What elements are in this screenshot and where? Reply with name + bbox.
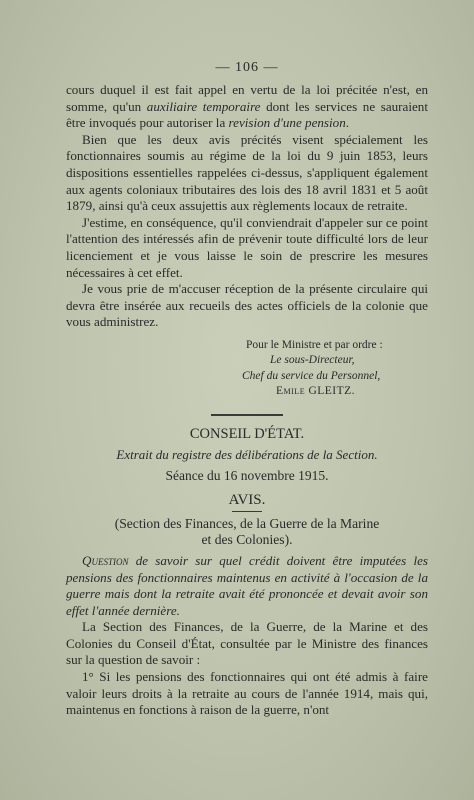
paragraph-1-emphasis-1: auxiliaire temporaire xyxy=(146,98,261,114)
question-text: de savoir sur quel crédit doivent être imputées les pensions des fonctionnaires maintenus en activité à l'occasion de la guerre mais dont la retraite avait été prononcée et devait avoir son effet l'année dernière. xyxy=(66,552,428,618)
page-number: — 106 — xyxy=(215,60,279,75)
page-content xyxy=(66,60,428,719)
paragraph-1 xyxy=(66,82,428,132)
signature-line-1: Pour le Ministre et par ordre : xyxy=(246,338,383,351)
signature-line-3: Chef du service du Personnel, xyxy=(242,369,381,382)
paragraph-1-emphasis-2: revision d'une pension xyxy=(228,115,346,131)
section-divider xyxy=(211,414,283,416)
paragraph-3: J'estime, en conséquence, qu'il conviendrait d'appeler sur ce point l'attention des intéressés afin de prévenir toute difficulté lors de leur licenciement et je vous laisse le soin de prescrire les mesures nécessaires à cet effet. xyxy=(66,214,428,280)
paragraph-2: Bien que les deux avis précités visent spécialement les fonctionnaires soumis au régime de la loi du 9 juin 1853, leurs dispositions essentielles rappelées ci-dessus, s'appliquent également aux agents coloniaux tributaires des lois des 18 avril 1831 et 5 août 1879, ainsi qu'à ceux assujettis aux règlements locaux de retraite. xyxy=(66,131,428,214)
signature-line-2: Le sous-Directeur, xyxy=(270,354,355,367)
section-subtitle: Extrait du registre des délibérations de la Section. xyxy=(116,446,378,462)
avis-underline xyxy=(232,511,262,512)
paragraph-4: Je vous prie de m'accuser réception de la présente circulaire qui devra être insérée aux recueils des actes officiels de la colonie que vous administrez. xyxy=(66,281,428,330)
paragraph-6: 1° Si les pensions des fonctionnaires qui ont été admis à faire valoir leurs droits à la retraite au cours de l'année 1914, mais qui, maintenus en fonctions à raison de la guerre, n'ont xyxy=(66,669,428,718)
paragraph-1-text-a: cours duquel il est fait appel en vertu de la loi précitée n'est, en somme, qu'un xyxy=(66,82,428,114)
paragraph-1-text-e: . xyxy=(345,115,350,131)
section-name-line-2: et des Colonies). xyxy=(201,531,293,547)
seance-date: Séance du 16 novembre 1915. xyxy=(165,467,329,483)
question-label: Question xyxy=(82,552,129,568)
section-title: CONSEIL D'ÉTAT. xyxy=(189,425,305,442)
paragraph-5: La Section des Finances, de la Guerre, de la Marine et des Colonies du Conseil d'État, consultée par le Ministre des finances sur la question de savoir : xyxy=(66,619,428,668)
paragraph-1-text-c: dont les services ne sauraient être invoqués pour autoriser la xyxy=(66,98,428,131)
question-paragraph xyxy=(66,553,428,619)
section-name-line-1: (Section des Finances, de la Guerre de la Marine xyxy=(114,515,380,531)
signature-name: Emile GLEITZ. xyxy=(276,385,356,398)
avis-heading: AVIS. xyxy=(228,491,266,508)
